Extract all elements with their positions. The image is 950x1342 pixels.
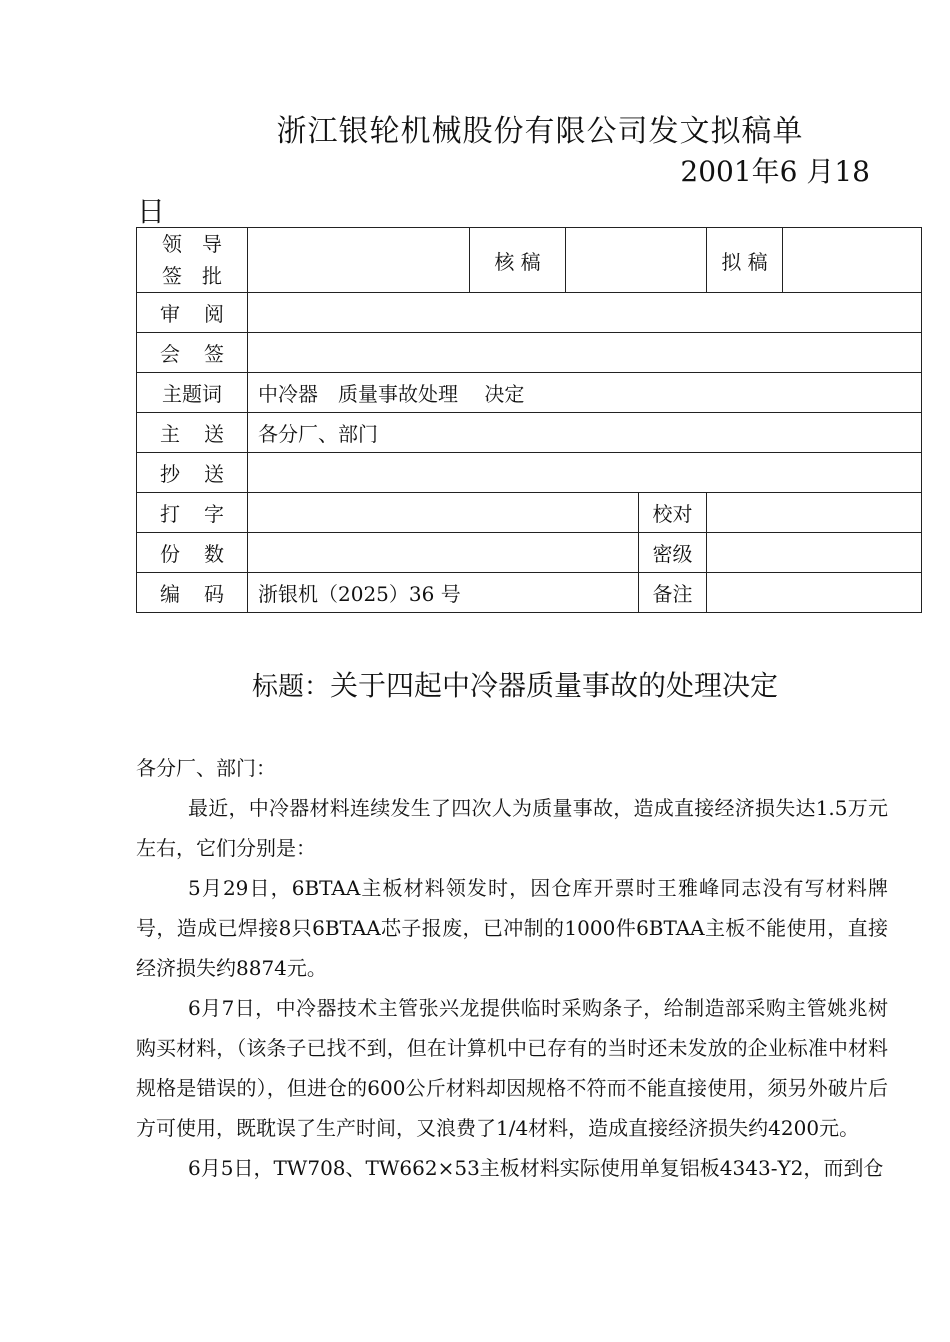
code-label: 编 码: [137, 573, 248, 613]
review-label: 核 稿: [470, 228, 566, 293]
leader-approval-label: 领 导 签 批: [137, 228, 248, 293]
document-title: 浙江银轮机械股份有限公司发文拟稿单: [276, 114, 804, 149]
form-row-typing: [137, 493, 922, 533]
form-row-countersign: [137, 333, 922, 373]
copies-label: 份 数: [137, 533, 248, 573]
remark-label: 备注: [639, 573, 707, 613]
code-field[interactable]: 浙银机（2025）36 号: [248, 573, 639, 613]
send-label: 主 送: [137, 413, 248, 453]
salutation: 各分厂、部门：: [136, 756, 276, 780]
proof-field[interactable]: [707, 493, 922, 533]
topic-field[interactable]: 中冷器 质量事故处理 决定: [248, 373, 922, 413]
body-paragraph-2: 5月29日，6BTAA主板材料领发时，因仓库开票时王雅峰同志没有写材料牌号，造成已焊接8只6BTAA芯子报废，已冲制的1000件6BTAA主板不能使用，直接经济损失约8874元。: [136, 876, 888, 980]
draft-field[interactable]: [783, 228, 922, 293]
read-label: 审 阅: [137, 293, 248, 333]
copy-field[interactable]: [248, 453, 922, 493]
review-field[interactable]: [566, 228, 707, 293]
form-row-copies: [137, 533, 922, 573]
body-paragraph-3: 6月7日，中冷器技术主管张兴龙提供临时采购条子，给制造部采购主管姚兆树购买材料，（该条子已找不到，但在计算机中已存有的当时还未发放的企业标准中材料规格是错误的），但进仓的600公斤材料却因规格不符而不能直接使用，须另外破片后方可使用，既耽误了生产时间，又浪费了1/4材料，造成直接经济损失约4200元。: [136, 996, 888, 1140]
form-row-send: [137, 413, 922, 453]
subject-heading: 关于四起中冷器质量事故的处理决定: [330, 669, 779, 702]
proof-label: 校对: [639, 493, 707, 533]
form-row-read: [137, 293, 922, 333]
remark-field[interactable]: [707, 573, 922, 613]
subject-line: [0, 664, 950, 704]
typing-field[interactable]: [248, 493, 639, 533]
date: 2001年6 月18: [680, 155, 870, 188]
form-row-leader: [137, 228, 922, 293]
countersign-label: 会 签: [137, 333, 248, 373]
copies-field[interactable]: [248, 533, 639, 573]
form-row-code: [137, 573, 922, 613]
document-body: [136, 748, 888, 1188]
body-paragraph-1: 最近，中冷器材料连续发生了四次人为质量事故，造成直接经济损失达1.5万元左右，它们分别是：: [136, 796, 888, 860]
form-row-topic: [137, 373, 922, 413]
secret-level-field[interactable]: [707, 533, 922, 573]
draft-form-table: [136, 227, 922, 613]
copy-label: 抄 送: [137, 453, 248, 493]
date-day: 日: [137, 195, 166, 228]
send-field[interactable]: 各分厂、部门: [248, 413, 922, 453]
leader-approval-field[interactable]: [248, 228, 470, 293]
draft-label: 拟 稿: [707, 228, 783, 293]
form-row-copy: [137, 453, 922, 493]
subject-prefix: 标题：: [251, 672, 330, 702]
topic-label: 主题词: [137, 373, 248, 413]
typing-label: 打 字: [137, 493, 248, 533]
body-paragraph-4: 6月5日，TW708、TW662×53主板材料实际使用单复铝板4343-Y2，而到仓: [188, 1156, 884, 1180]
secret-level-label: 密级: [639, 533, 707, 573]
read-field[interactable]: [248, 293, 922, 333]
countersign-field[interactable]: [248, 333, 922, 373]
